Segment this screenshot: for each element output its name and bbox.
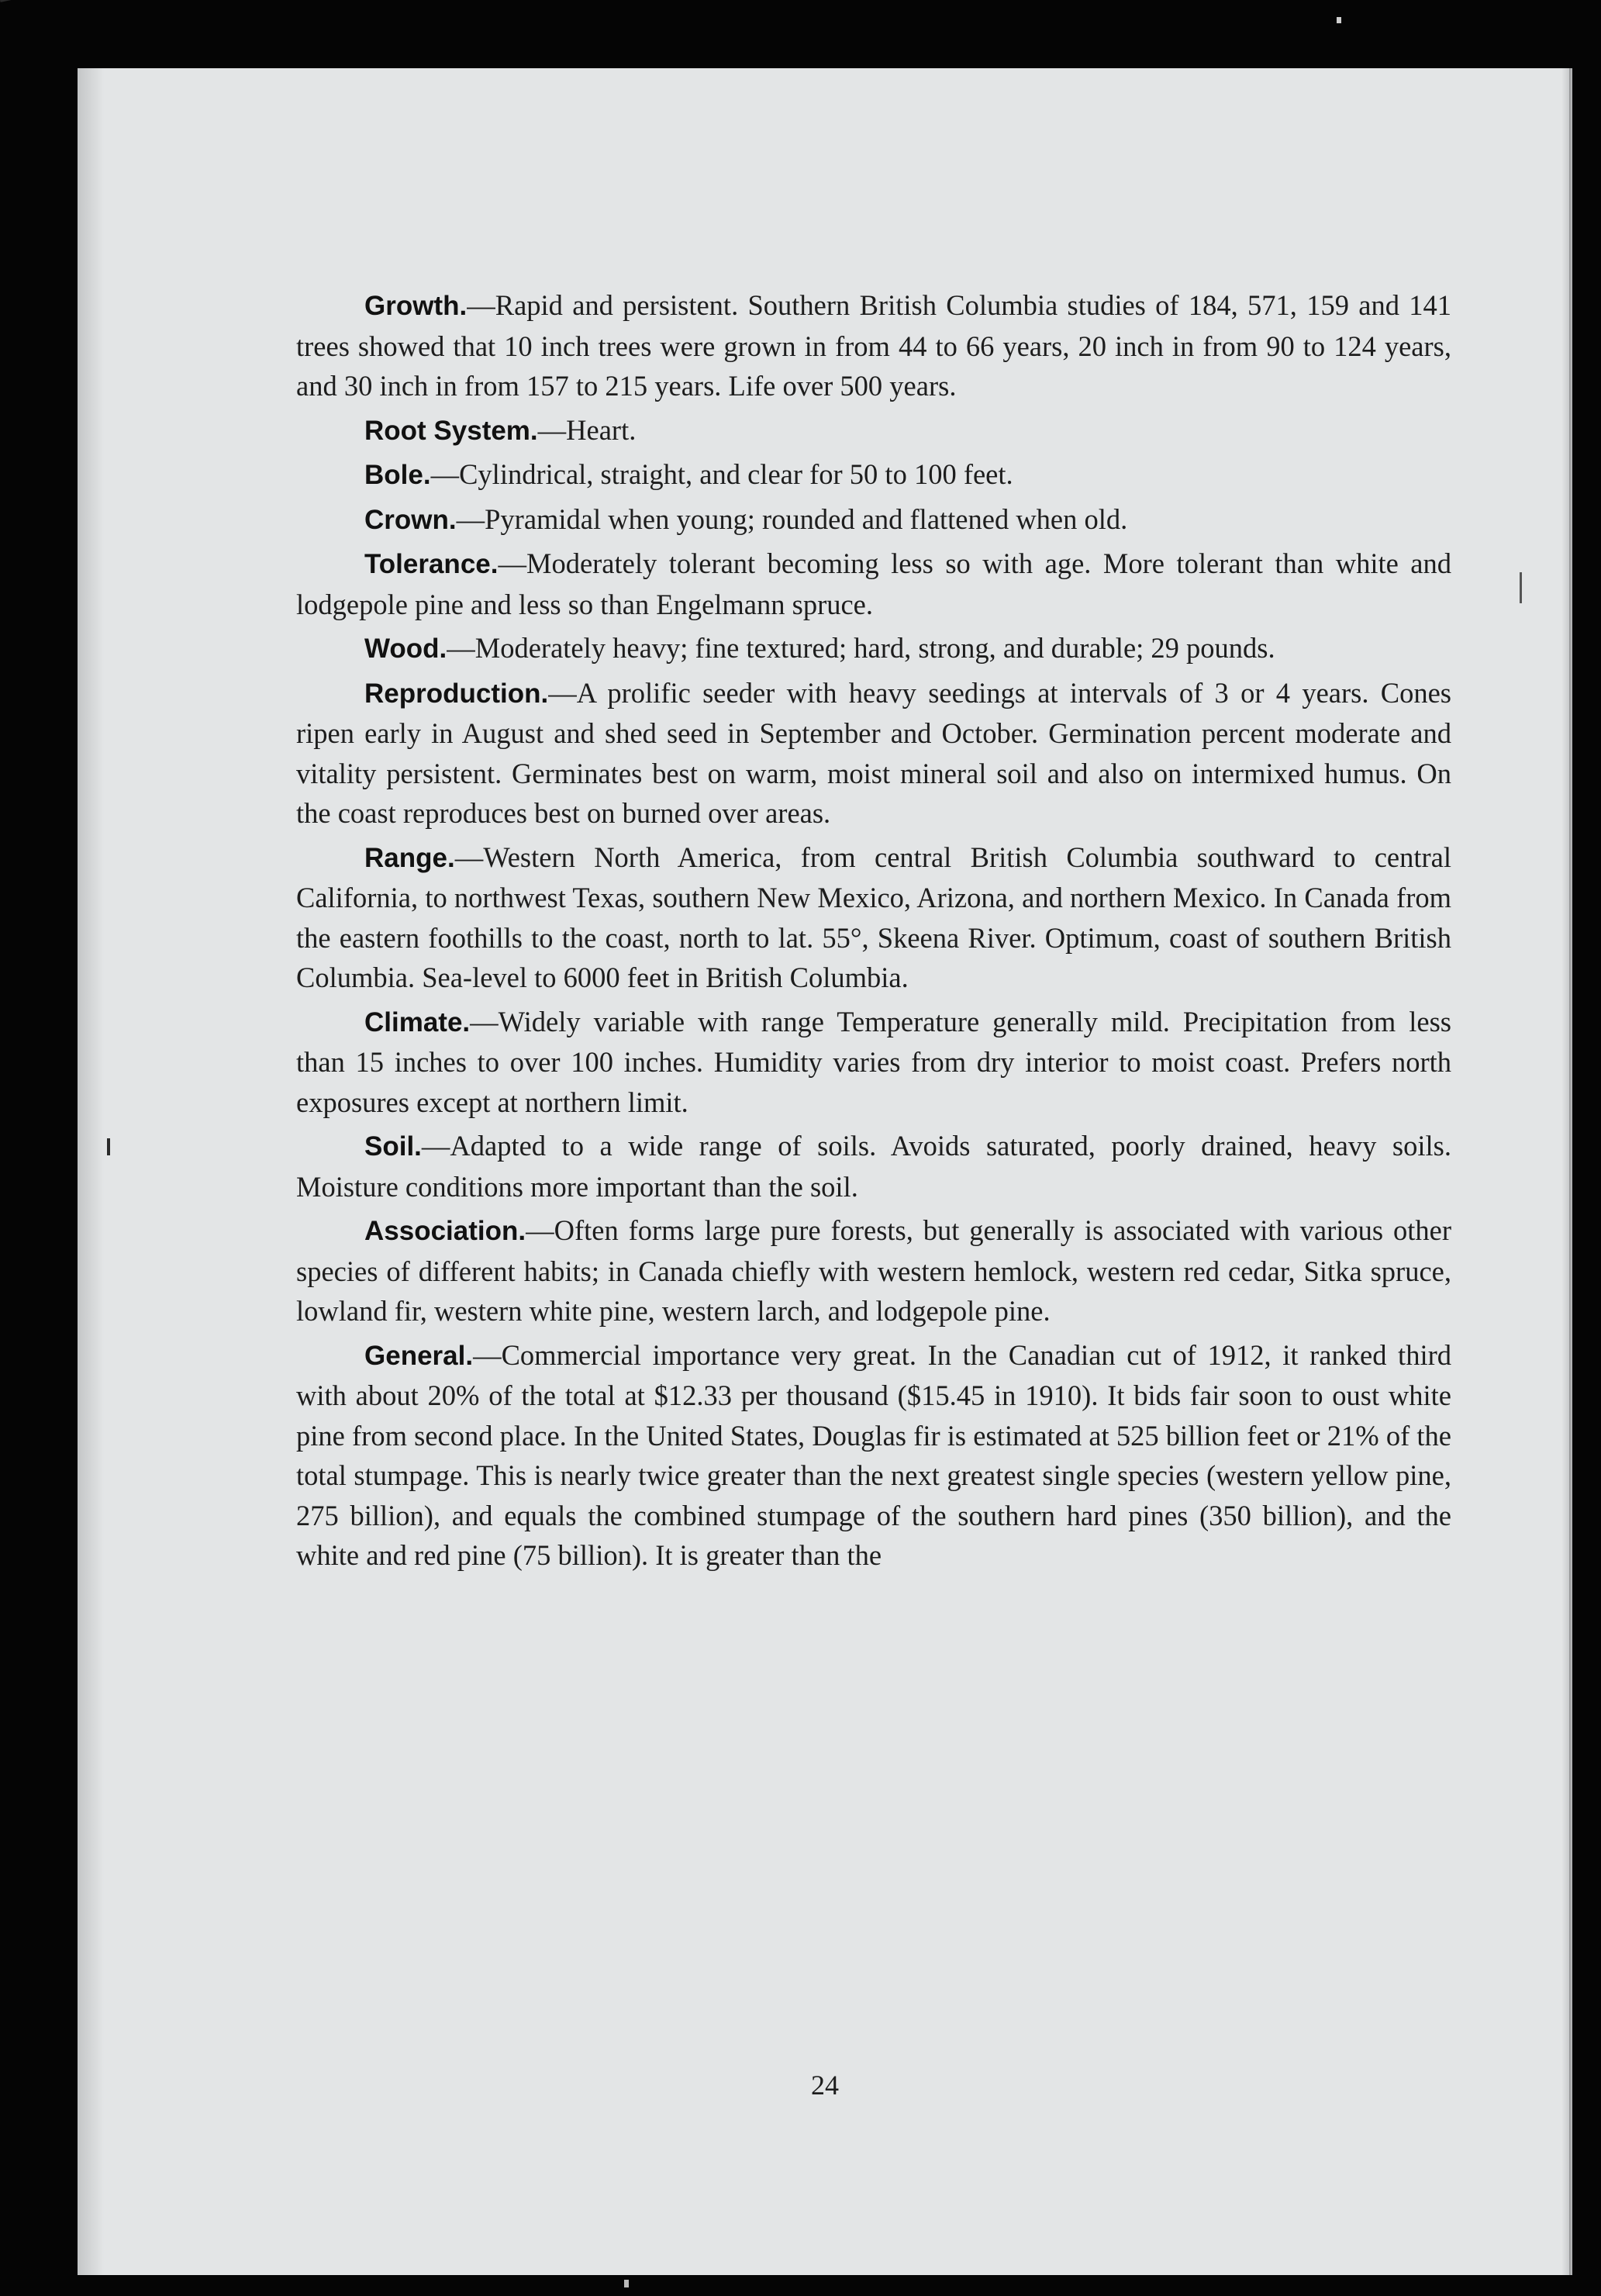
text-climate: —Widely variable with range Temperature generally mild. Precipitation from less than 15 inches to over 100 inches. Humidity varies from dry interior to moist coast. Prefers north exposures except at northern limit. [296, 1005, 1451, 1118]
scan-speck [1337, 17, 1341, 23]
heading-growth: Growth. [364, 291, 468, 321]
paragraph-association [296, 1210, 1451, 1331]
heading-bole: Bole. [364, 460, 431, 490]
heading-crown: Crown. [364, 504, 457, 535]
paragraph-general [296, 1335, 1451, 1576]
paragraph-wood [296, 628, 1451, 669]
body-text [296, 285, 1451, 1580]
heading-root-system: Root System. [364, 415, 538, 446]
page-right-edge [1569, 68, 1572, 2275]
heading-soil: Soil. [364, 1131, 422, 1162]
paragraph-crown [296, 499, 1451, 540]
paragraph-soil [296, 1126, 1451, 1207]
paragraph-tolerance [296, 544, 1451, 624]
heading-general: General. [364, 1340, 474, 1371]
scan-speck [1520, 572, 1522, 603]
scan-speck [107, 1138, 110, 1155]
text-bole: —Cylindrical, straight, and clear for 50 to 100 feet. [430, 458, 1013, 490]
text-crown: —Pyramidal when young; rounded and flattened when old. [456, 502, 1128, 535]
paragraph-reproduction [296, 673, 1451, 834]
paragraph-root-system [296, 410, 1451, 451]
text-tolerance: —Moderately tolerant becoming less so with age. More tolerant than white and lodgepole pine and less so than Engelmann spruce. [296, 547, 1451, 620]
text-association: —Often forms large pure forests, but generally is associated with various other species of different habits; in Canada chiefly with western hemlock, western red cedar, Sitka spruce, lowland fir, western white pine, western larch, and lodgepole pine. [296, 1214, 1451, 1327]
heading-wood: Wood. [364, 634, 447, 664]
heading-range: Range. [364, 842, 455, 873]
text-growth: —Rapid and persistent. Southern British Columbia studies of 184, 571, 159 and 141 trees showed that 10 inch trees were grown in from 44 to 66 years, 20 inch in from 90 to 124 years, and 30 inch in from 157 to 215 years. Life over 500 years. [296, 289, 1451, 402]
text-general: —Commercial importance very great. In the Canadian cut of 1912, it ranked third with about 20% of the total at $12.33 per thousand ($15.45 in 1910). It bids fair soon to oust white pine from second place. In the United States, Douglas fir is estimated at 525 billion feet or 21% of the total stumpage. This is nearly twice greater than the next greatest single species (western yellow pine, 275 billion), and equals the combined stumpage of the southern hard pines (350 billion), and the white and red pine (75 billion). It is greater than the [296, 1338, 1451, 1571]
heading-climate: Climate. [364, 1006, 471, 1038]
paragraph-range [296, 837, 1451, 998]
book-page [78, 68, 1572, 2275]
heading-association: Association. [364, 1216, 526, 1246]
text-reproduction: —A prolific seeder with heavy seedings at intervals of 3 or 4 years. Cones ripen early in August and shed seed in September and October. Germination percent moderate and vitality persistent. Germinates best on warm, moist mineral soil and also on intermixed humus. On the coast reproduces best on burned over areas. [296, 676, 1451, 829]
paragraph-climate [296, 1002, 1451, 1123]
paragraph-growth [296, 285, 1451, 406]
page-number: 24 [811, 2070, 839, 2101]
scan-edge-mark [0, 0, 53, 2]
scan-speck [624, 2280, 629, 2287]
text-wood: —Moderately heavy; fine textured; hard, strong, and durable; 29 pounds. [447, 632, 1275, 664]
heading-reproduction: Reproduction. [364, 678, 549, 709]
paragraph-bole [296, 454, 1451, 495]
text-root-system: —Heart. [537, 413, 637, 446]
text-soil: —Adapted to a wide range of soils. Avoids saturated, poorly drained, heavy soils. Moisture conditions more important than the soil. [296, 1130, 1451, 1203]
heading-tolerance: Tolerance. [364, 549, 499, 579]
text-range: —Western North America, from central British Columbia southward to central California, to northwest Texas, southern New Mexico, Arizona, and northern Mexico. In Canada from the eastern foothills to the coast, north to lat. 55°, Skeena River. Optimum, coast of southern British Columbia. Sea-level to 6000 feet in British Columbia. [296, 841, 1451, 993]
